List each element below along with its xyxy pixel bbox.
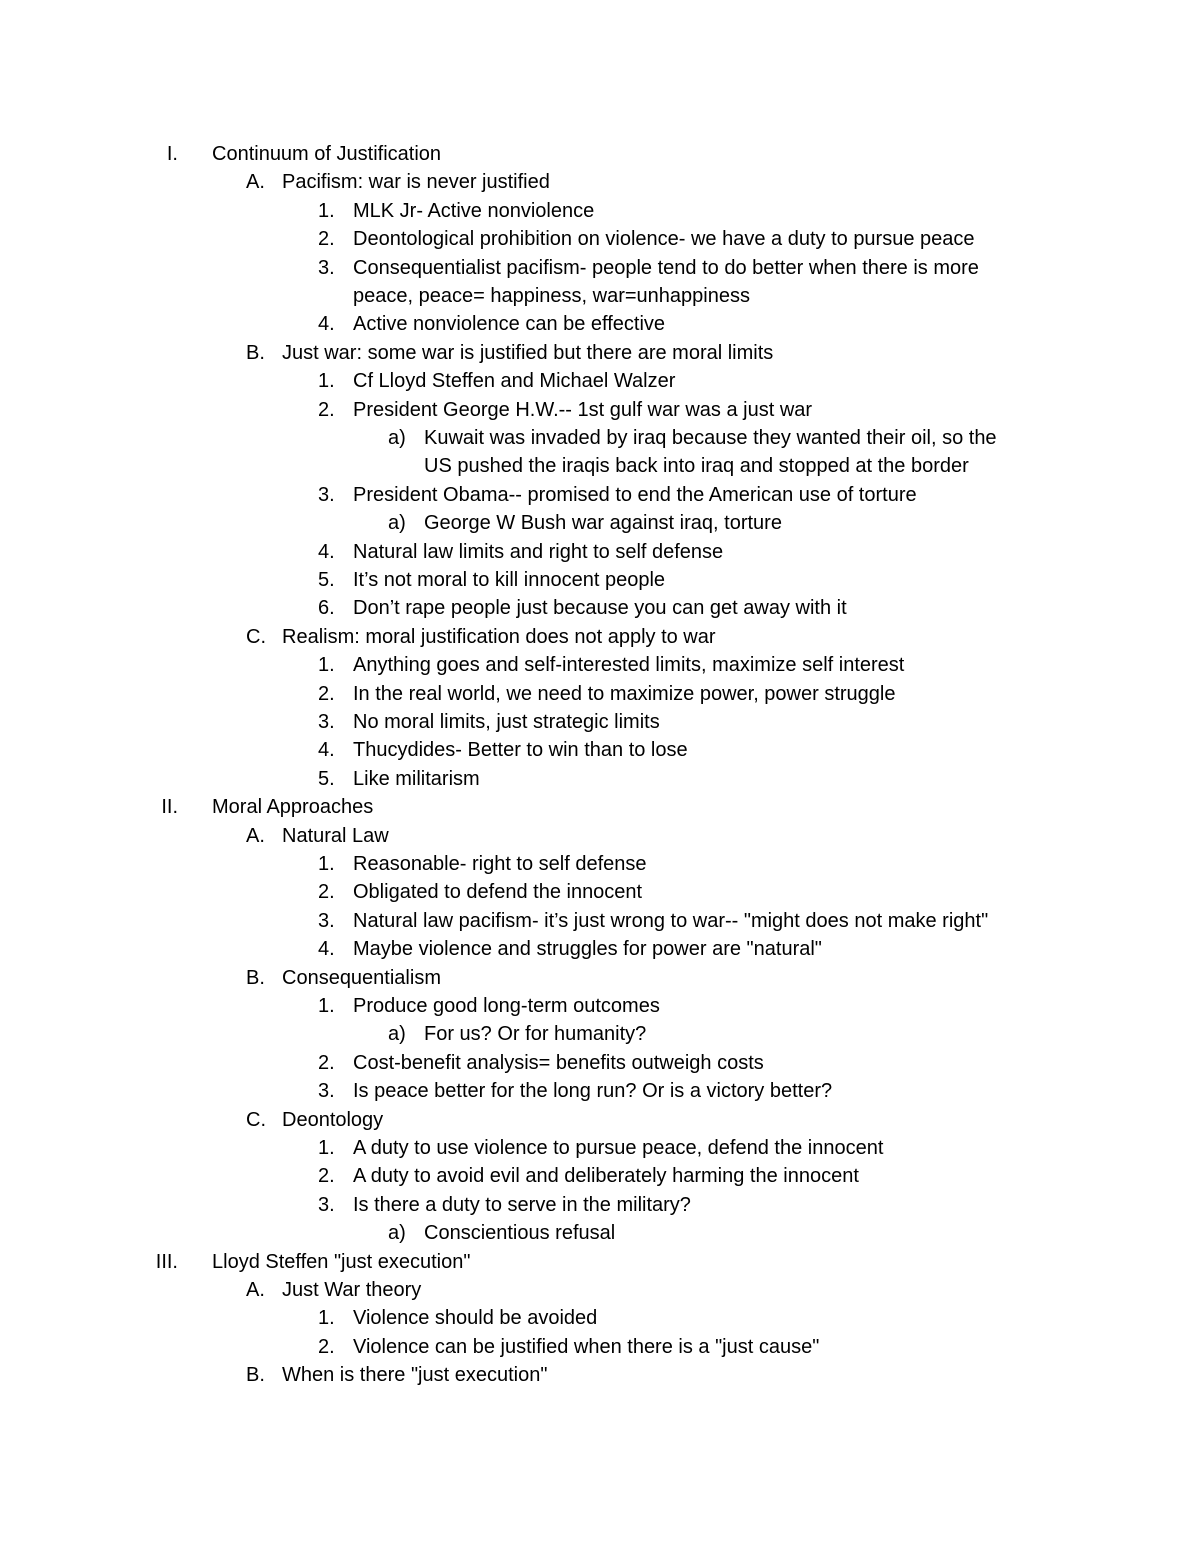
outline-text: Conscientious refusal xyxy=(424,1222,616,1245)
outline-line xyxy=(0,935,1200,963)
outline-text: MLK Jr- Active nonviolence xyxy=(353,199,595,222)
outline-line xyxy=(0,424,1200,452)
outline-text: A duty to avoid evil and deliberately harming the innocent xyxy=(353,1165,859,1188)
outline-text: Violence can be justified when there is a "just cause" xyxy=(353,1335,820,1358)
outline-marker: 1. xyxy=(318,1307,335,1330)
outline-line xyxy=(0,1219,1200,1247)
outline-line xyxy=(0,197,1200,225)
outline-line xyxy=(0,225,1200,253)
outline-line xyxy=(0,1077,1200,1105)
outline-text: Just War theory xyxy=(282,1279,422,1301)
outline-text: In the real world, we need to maximize power, power struggle xyxy=(353,682,896,705)
outline-text: A duty to use violence to pursue peace, defend the innocent xyxy=(353,1137,884,1159)
outline-marker: 5. xyxy=(318,569,335,591)
outline-line xyxy=(0,310,1200,338)
outline-line xyxy=(0,509,1200,537)
outline-text: Cf Lloyd Steffen and Michael Walzer xyxy=(353,370,676,393)
outline-line xyxy=(0,140,1200,168)
outline-text: Active nonviolence can be effective xyxy=(353,313,666,336)
outline-text: Natural Law xyxy=(282,824,389,847)
outline-text: Realism: moral justification does not apply to war xyxy=(282,625,716,648)
outline-line xyxy=(0,623,1200,651)
outline-line xyxy=(0,538,1200,566)
outline-line xyxy=(0,1106,1200,1134)
outline-text: Pacifism: war is never justified xyxy=(282,171,550,194)
outline-marker: a) xyxy=(388,1222,406,1245)
outline-marker: C. xyxy=(246,625,266,648)
outline-marker: 4. xyxy=(318,540,335,563)
outline-marker: A. xyxy=(246,824,265,847)
outline-text: Lloyd Steffen "just execution" xyxy=(212,1250,471,1273)
outline-line xyxy=(0,907,1200,935)
outline-text: Natural law pacifism- it’s just wrong to war-- "might does not make right" xyxy=(353,909,989,932)
outline-text: Natural law limits and right to self defense xyxy=(353,540,724,563)
outline-text: When is there "just execution" xyxy=(282,1364,548,1387)
outline-marker: 1. xyxy=(318,654,335,677)
outline-text: It’s not moral to kill innocent people xyxy=(353,569,666,591)
outline-marker: 2. xyxy=(318,682,335,705)
outline-line xyxy=(0,850,1200,878)
outline-line xyxy=(0,680,1200,708)
outline-marker: 2. xyxy=(318,398,335,421)
outline-line xyxy=(0,964,1200,992)
outline-line xyxy=(0,1361,1200,1389)
outline-marker: B. xyxy=(246,966,265,989)
outline-line xyxy=(0,1020,1200,1048)
outline-text: Obligated to defend the innocent xyxy=(353,881,643,904)
outline-marker: B. xyxy=(246,341,265,364)
outline-text: Moral Approaches xyxy=(212,796,374,819)
outline-text: Cost-benefit analysis= benefits outweigh costs xyxy=(353,1051,764,1074)
outline-text: US pushed the iraqis back into iraq and stopped at the border xyxy=(424,455,969,478)
outline-text: Violence should be avoided xyxy=(353,1307,598,1330)
outline-marker: 4. xyxy=(318,313,335,336)
outline-line xyxy=(0,254,1200,282)
outline-line xyxy=(0,1333,1200,1361)
outline-text: Like militarism xyxy=(353,767,480,790)
outline-marker: I. xyxy=(166,143,178,165)
outline-marker: 3. xyxy=(318,1193,335,1216)
outline-marker: 2. xyxy=(318,228,335,251)
outline-line xyxy=(0,878,1200,906)
outline-text: Thucydides- Better to win than to lose xyxy=(353,739,688,762)
outline-line xyxy=(0,1276,1200,1304)
outline-line xyxy=(0,822,1200,850)
outline-marker: C. xyxy=(246,1108,266,1131)
outline-line xyxy=(0,651,1200,679)
outline-marker: a) xyxy=(388,427,406,449)
outline-text: Consequentialist pacifism- people tend to do better when there is more xyxy=(353,256,979,279)
outline-marker: 3. xyxy=(318,909,335,932)
outline-marker: 5. xyxy=(318,767,335,790)
outline-line xyxy=(0,1162,1200,1190)
outline-line xyxy=(0,481,1200,509)
outline-line xyxy=(0,566,1200,594)
outline-text: For us? Or for humanity? xyxy=(424,1023,647,1046)
outline-marker: 4. xyxy=(318,938,335,961)
outline-text: President George H.W.-- 1st gulf war was a just war xyxy=(353,398,813,421)
outline-line xyxy=(0,1191,1200,1219)
outline-line xyxy=(0,168,1200,196)
outline-marker: 6. xyxy=(318,597,335,620)
outline-line xyxy=(0,736,1200,764)
outline-text: Is there a duty to serve in the military? xyxy=(353,1193,691,1216)
outline-marker: 3. xyxy=(318,711,335,733)
outline-text: Consequentialism xyxy=(282,966,441,989)
outline-marker: II. xyxy=(161,796,178,819)
outline-text: Produce good long-term outcomes xyxy=(353,995,660,1017)
outline-marker: A. xyxy=(246,171,265,194)
outline-marker: 3. xyxy=(318,483,335,506)
outline-text: Just war: some war is justified but there are moral limits xyxy=(282,341,774,364)
outline-marker: B. xyxy=(246,1364,265,1387)
outline-marker: 3. xyxy=(318,256,335,279)
outline-marker: 2. xyxy=(318,1335,335,1358)
outline-line xyxy=(0,1134,1200,1162)
outline-text: Deontological prohibition on violence- we have a duty to pursue peace xyxy=(353,228,975,251)
outline-marker: 1. xyxy=(318,853,335,875)
outline-text: Continuum of Justification xyxy=(212,143,442,165)
outline-line xyxy=(0,1248,1200,1276)
outline-marker: 2. xyxy=(318,881,335,904)
outline-text: No moral limits, just strategic limits xyxy=(353,711,660,733)
outline-text: Maybe violence and struggles for power are "natural" xyxy=(353,938,822,961)
outline-marker: A. xyxy=(246,1279,265,1301)
outline-marker: 3. xyxy=(318,1080,335,1103)
outline-line xyxy=(0,708,1200,736)
outline-line xyxy=(0,594,1200,622)
outline-line xyxy=(0,339,1200,367)
outline-text: President Obama-- promised to end the American use of torture xyxy=(353,483,917,506)
outline-marker: 1. xyxy=(318,995,335,1017)
outline-line xyxy=(0,452,1200,480)
outline-marker: 4. xyxy=(318,739,335,762)
outline-line xyxy=(0,793,1200,821)
outline-marker: 1. xyxy=(318,1137,335,1159)
outline-text: Kuwait was invaded by iraq because they wanted their oil, so the xyxy=(424,427,997,449)
outline-marker: a) xyxy=(388,1023,406,1046)
outline-marker: 2. xyxy=(318,1165,335,1188)
outline-text: Anything goes and self-interested limits, maximize self interest xyxy=(353,654,905,677)
outline-line xyxy=(0,765,1200,793)
outline-line xyxy=(0,1304,1200,1332)
outline-text: George W Bush war against iraq, torture xyxy=(424,512,782,535)
outline-marker: 1. xyxy=(318,370,335,393)
outline-marker: 1. xyxy=(318,199,335,222)
outline-line xyxy=(0,1049,1200,1077)
outline-text: Don’t rape people just because you can get away with it xyxy=(353,597,847,620)
outline-text: Deontology xyxy=(282,1108,384,1131)
outline-line xyxy=(0,992,1200,1020)
outline-text: Reasonable- right to self defense xyxy=(353,853,647,875)
outline-marker: 2. xyxy=(318,1051,335,1074)
outline-text: Is peace better for the long run? Or is a victory better? xyxy=(353,1080,833,1103)
outline-marker: III. xyxy=(155,1250,178,1273)
outline-marker: a) xyxy=(388,512,406,535)
outline-line xyxy=(0,396,1200,424)
outline-line xyxy=(0,282,1200,310)
outline-text: peace, peace= happiness, war=unhappiness xyxy=(353,285,750,307)
outline-line xyxy=(0,367,1200,395)
